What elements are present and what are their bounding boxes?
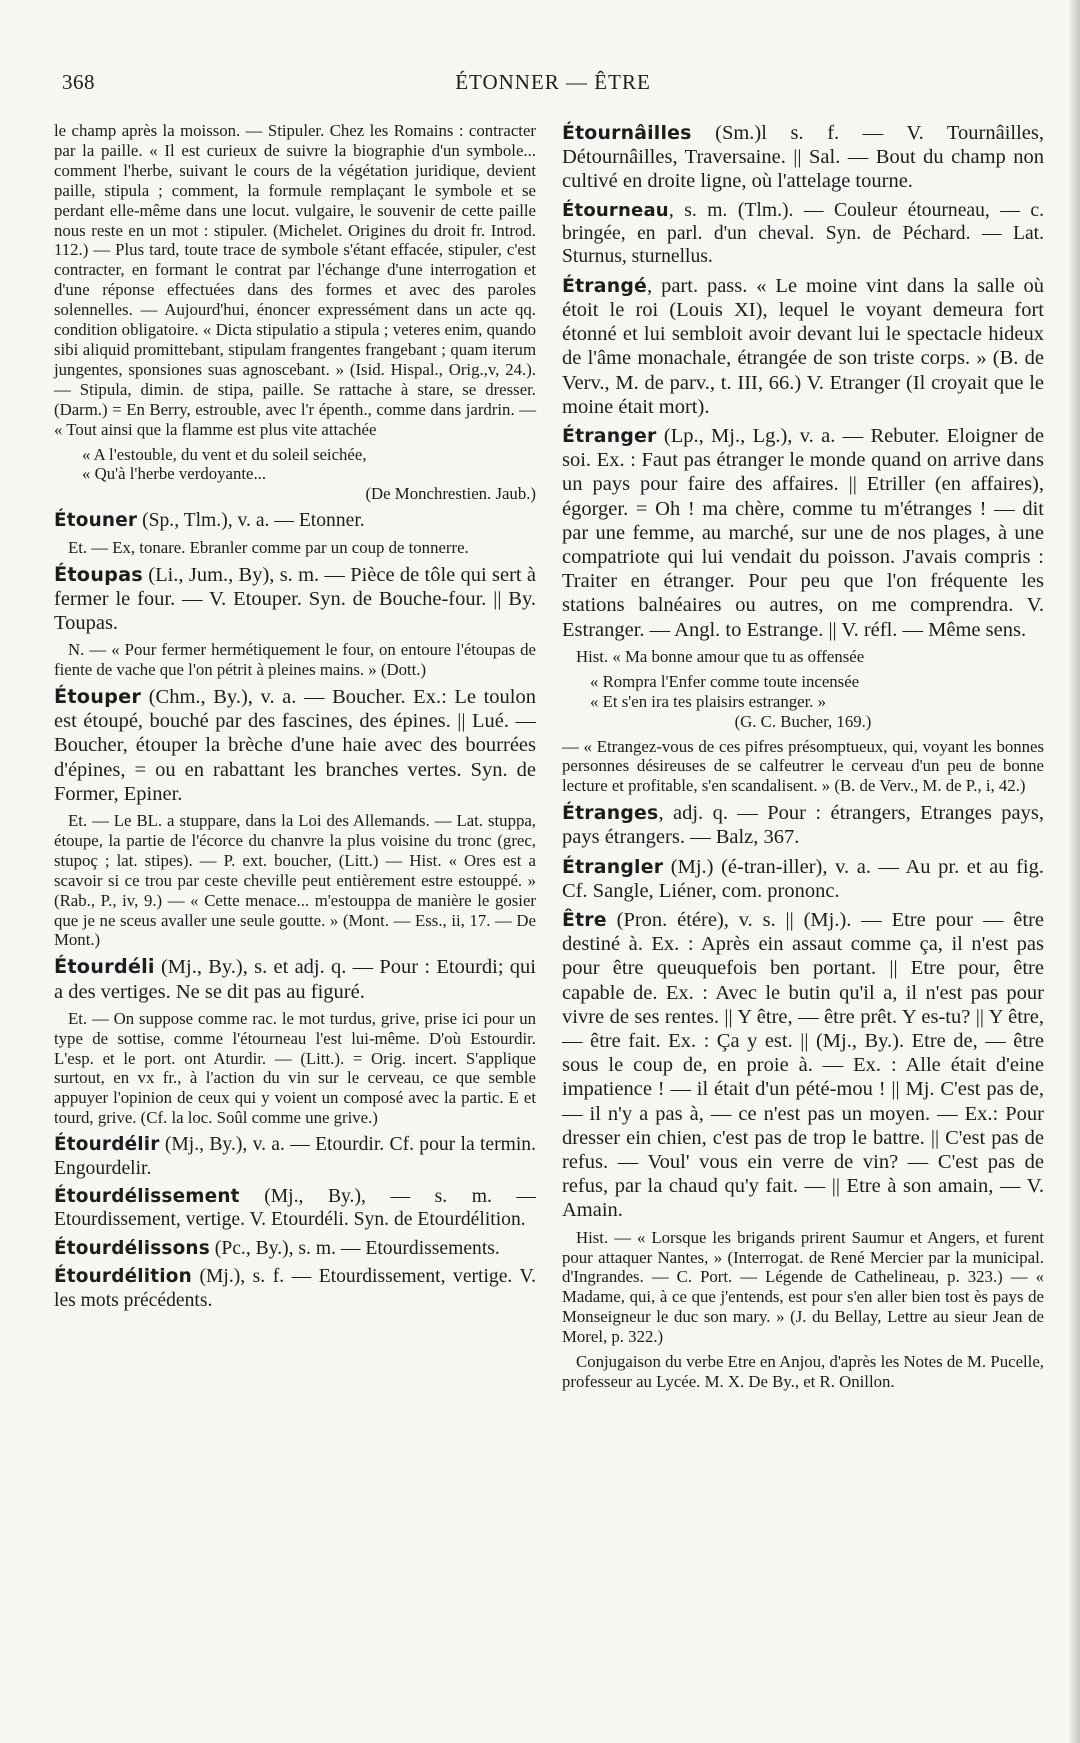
headword: Étourdélir: [54, 1134, 160, 1156]
entry-note: [54, 538, 536, 558]
verse-line: [54, 464, 536, 484]
entry-text: (Lp., Mj., Lg.), v. a. — Rebuter. Eloigner de soi. Ex. : Faut pas étranger le monde quand on arrive dans un pays pour faire des affaires. || Etriller (en affaires), égorger. = Oh ! ma chère, comme tu m'étranges ! — dit par une femme, au marché, sur une de nos plages, à une compatriote qui lui vendait du poisson. J'avais compris : Traiter en étranger. Pour peu que l'on fréquente les stations balnéaires ou autres, on me comprendra. V. Estranger. — Angl. to Estrange. || V. réfl. — Même sens.: [562, 425, 1044, 641]
verse-line: [562, 672, 1044, 692]
entry-note: [54, 1009, 536, 1128]
running-head: ÉTONNER — ÊTRE: [455, 70, 651, 94]
headword: Être: [562, 909, 607, 932]
page-header: [62, 70, 1044, 100]
scan-edge: [1068, 0, 1080, 1743]
headword: Étrangler: [562, 855, 664, 878]
entry-note: [562, 1352, 1044, 1392]
entry-text: Et. — Le BL. a stuppare, dans la Loi des Allemands. — Lat. stuppa, étoupe, la partie de l'écorce du chanvre la plus voisine du tronc (grec, stupoç ; lat. stipes). — P. ext. boucher, (Litt.) — Hist. « Ores est a scavoir si ce trou par ceste cheville peut entièrement estre estouppé. » (Rab., P., iv, 9.) — « Cette menace... m'estouppa de manière le gosier que je ne sceus avaller une seule goutte. » (Mont. — Ess., ii, 17. — De Mont.): [54, 810, 536, 950]
headword: Étourdélition: [54, 1266, 192, 1288]
entry-text: Et. — Ex, tonare. Ebranler comme par un coup de tonnerre.: [68, 537, 469, 557]
entry-text: (G. C. Bucher, 169.): [734, 711, 872, 731]
entry-text: le champ après la moisson. — Stipuler. Chez les Romains : contracter par la paille. « Il est curieux de suivre la biographie d'un symbole... comment l'herbe, suivant le cours de la végétation juridique, devient paille, stipula ; comment, la formule remplaçant le symbole et se perdant elle-même dans une locut. vulgaire, le souvenir de cette paille nous reste en un mot : stipuler. (Michelet. Origines du droit fr. Introd. 112.) — Plus tard, toute trace de symbole s'étant effacée, stipuler, c'est contracter, en formant le contrat par l'échange d'une interrogation et d'une réponse effectuées dans des formes et avec des paroles solennelles. — Aujourd'hui, énoncer expressément dans un acte qq. condition obligatoire. « Dicta stipulatio a stipula ; veteres enim, quando sibi aliquid promittebant, stipulam frangentes frangebant ; quam iterum jungentes, sponsiones suas agnoscebant. » (Isid. Hispal., Orig.,v, 24.). — Stipula, dimin. de stipa, paille. Se rattache à stare, se dresser. (Darm.) = En Berry, estrouble, avec l'r épenth., comme dans jardrin. — « Tout ainsi que la flamme est plus vite attachée: [54, 121, 536, 439]
entry-text: (Mj.), s. f. — Etourdissement, vertige. V. les mots précédents.: [54, 1266, 536, 1311]
headword: Étourdélissement: [54, 1185, 240, 1207]
dictionary-entry: [562, 199, 1044, 269]
entry-text: — « Etrangez-vous de ces pifres présomptueux, qui, voyant les bonnes personnes désireuses de se calfeutrer le cerveau d'un peu de bonne lecture et profitable, s'en scandalisent. » (B. de Verv., M. de P., i, 42.): [562, 736, 1044, 796]
dictionary-entry: [562, 424, 1044, 642]
dictionary-entry: [54, 1133, 536, 1180]
entry-note: [54, 811, 536, 950]
entry-text: , s. m. (Tlm.). — Couleur étourneau, — c. bringée, en parl. d'un cheval. Syn. de Péchard. — Lat. Sturnus, sturnellus.: [562, 199, 1044, 268]
headword: Étournâilles: [562, 122, 692, 144]
dictionary-entry: [54, 1265, 536, 1312]
page-number: 368: [62, 70, 95, 94]
headword: Étourdéli: [54, 955, 155, 979]
right-column: [562, 121, 1044, 1397]
entry-text: Conjugaison du verbe Etre en Anjou, d'après les Notes de M. Pucelle, professeur au Lycée. M. X. De By., et R. Onillon.: [562, 1352, 1044, 1392]
headword: Étrangé: [562, 274, 648, 297]
entry-text: Et. — On suppose comme rac. le mot turdus, grive, prise ici pour un type de sottise, comme l'étourneau l'est lui-même. D'où Estourdir. L'esp. et le port. ont Aturdir. — (Litt.). = Orig. incert. S'applique surtout, en vx fr., à l'action du vin sur le cerveau, ce que semble appuyer l'opinion de ceux qui y voient un composé avec la partic. E et tourd, grive. (Cf. la loc. Soûl comme une grive.): [54, 1008, 536, 1128]
dictionary-entry: [54, 955, 536, 1003]
headword: Étouper: [54, 684, 142, 708]
entry-text: « A l'estouble, du vent et du soleil seichée,: [82, 444, 367, 464]
entry-text: « Qu'à l'herbe verdoyante...: [82, 464, 267, 484]
headword: Étouner: [54, 510, 138, 532]
entry-text: « Rompra l'Enfer comme toute incensée: [590, 671, 860, 691]
entry-text: (Pron. étére), v. s. || (Mj.). — Etre pour — être destiné à. Ex. : Après ein assaut comme ça, il n'est pas pour être queuquefois ben portant. || Etre pour, être capable de. Ex. : Avec le butin qu'il a, il n'est pas pour vivre de ses rentes. || Y être, — être prêt. Y es-tu? || Y être, — être fait. Ex. : Ça y est. || (Mj., By.). Etre de, — être sous le coup de, en proie à. — Ex. : Alle était d'eine impatience ! — il était d'un pété-mou ! || Mj. C'est pas de, — il n'y a pas à, — ce n'est pas un moyen. — Ex.: Pour dresser ein chien, c'est pas de trop le battre. || C'est pas de refus. — Voul' vous ein verre de vin? — C'est pas de refus, par la chaud qu'y fait. — || Etre à son amain, — V. Amain.: [562, 909, 1044, 1222]
entry-note: [562, 647, 1044, 667]
entry-note: [562, 737, 1044, 797]
entry-text: (Mj., By.), v. a. — Etourdir. Cf. pour la termin. Engourdelir.: [54, 1134, 536, 1179]
verse-line: [54, 484, 536, 504]
headword: Étranges: [562, 802, 659, 825]
headword: Étourneau: [562, 199, 669, 221]
verse-line: [562, 712, 1044, 732]
entry-text: , part. pass. « Le moine vint dans la salle où étoit le roi (Louis XI), lequel le voyant demeura fort étonné et lui sembloit avoir devant lui le spectacle hideux de l'âme monachale, étrangée de son triste corps. » (B. de Verv., M. de parv., t. III, 66.) V. Etranger (Il croyait que le moine était mort).: [562, 274, 1044, 418]
entry-text: (Li., Jum., By), s. m. — Pièce de tôle qui sert à fermer le four. — V. Etouper. Syn. de Bouche-four. || By. Toupas.: [54, 563, 536, 634]
dictionary-entry: [562, 801, 1044, 849]
dictionary-entry: [54, 563, 536, 636]
entry-text: (Sm.)l s. f. — V. Tournâilles, Détournâilles, Traversaine. || Sal. — Bout du champ non cultivé en droite ligne, où l'attelage tourne.: [562, 122, 1044, 193]
entry-text: (Mj., By.), — s. m. — Etourdissement, vertige. V. Etourdéli. Syn. de Etourdélition.: [54, 1185, 536, 1231]
entry-text: (De Monchrestien. Jaub.): [365, 484, 536, 504]
entry-note: [54, 121, 536, 440]
dictionary-entry: [54, 1185, 536, 1232]
entry-text: Hist. — « Lorsque les brigands prirent Saumur et Angers, et furent pour attaquer Nantes, » (Interrogat. de René Mercier par la municipal. d'Ingrandes. — C. Port. — Légende de Cathelineau, p. 323.) — « Madame, qui, à ce que j'entends, est pour s'en aller bien tost ès pays de Monseigneur le duc son mary. » (J. du Bellay, Lettre au sieur Jean de Morel, p. 322.): [562, 1227, 1044, 1347]
entry-text: (Chm., By.), v. a. — Boucher. Ex.: Le toulon est étoupé, bouché par des fascines, des épines. || Lué. — Boucher, étouper la brèche d'une haie avec des bourrées d'épines, = ou en rabattant les branches vertes. Syn. de Former, Epiner.: [54, 685, 536, 805]
entry-text: , adj. q. — Pour : étrangers, Etranges pays, pays étrangers. — Balz, 367.: [562, 802, 1044, 849]
dictionary-entry: [54, 509, 536, 532]
entry-text: (Mj., By.), s. et adj. q. — Pour : Etourdi; qui a des vertiges. Ne se dit pas au figuré.: [54, 956, 536, 1003]
entry-text: N. — « Pour fermer hermétiquement le four, on entoure l'étoupas de fiente de vache que l'on pétrit à pleines mains. » (Dott.): [54, 640, 536, 680]
entry-note: [562, 1228, 1044, 1347]
dictionary-entry: [562, 274, 1044, 419]
dictionary-entry: [562, 121, 1044, 194]
dictionary-entry: [54, 1237, 536, 1260]
dictionary-entry: [562, 908, 1044, 1223]
entry-text: « Et s'en ira tes plaisirs estranger. »: [590, 691, 827, 711]
headword: Étoupas: [54, 562, 143, 586]
entry-text: Hist. « Ma bonne amour que tu as offensée: [576, 646, 865, 666]
entry-text: (Sp., Tlm.), v. a. — Etonner.: [137, 510, 365, 532]
dictionary-entry: [562, 855, 1044, 903]
entry-text: (Mj.) (é-tran-iller), v. a. — Au pr. et au fig. Cf. Sangle, Liéner, com. prononc.: [562, 855, 1044, 902]
left-column: [54, 121, 536, 1317]
headword: Étourdélissons: [54, 1237, 210, 1259]
verse-line: [54, 445, 536, 465]
entry-text: (Pc., By.), s. m. — Etourdissements.: [209, 1237, 500, 1259]
verse-line: [562, 692, 1044, 712]
entry-note: [54, 640, 536, 680]
headword: Étranger: [562, 425, 657, 448]
dictionary-entry: [54, 685, 536, 806]
